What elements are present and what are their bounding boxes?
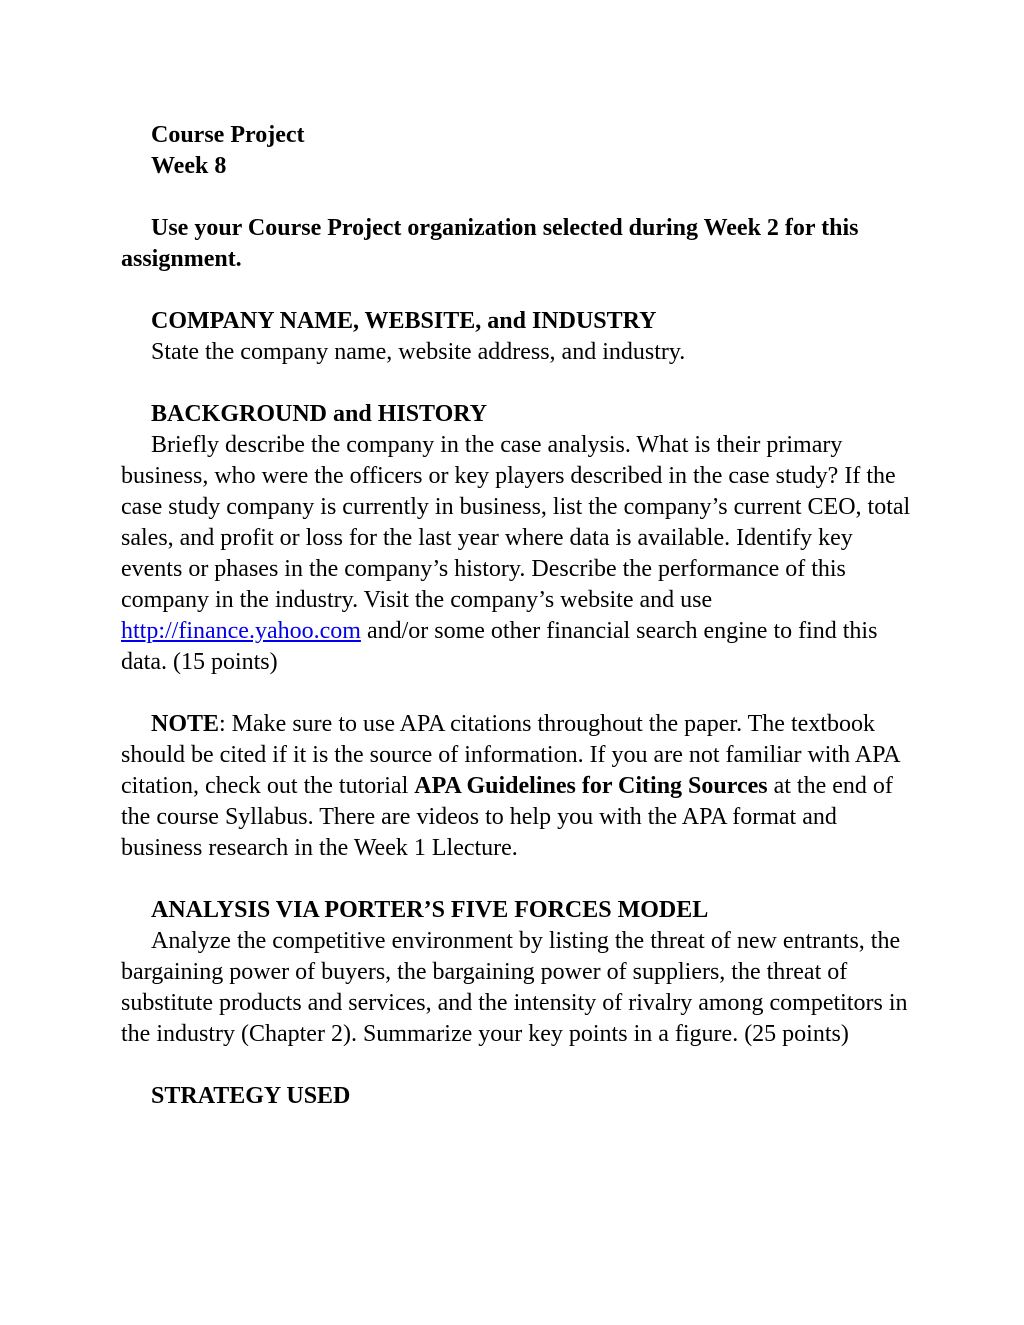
finance-yahoo-link[interactable]: http://finance.yahoo.com — [121, 618, 361, 644]
spacer — [121, 275, 911, 306]
note-text-part-1: : Make sure to use APA citations throughout the paper. The textbook should be cited if it is the source of information. If you are not familiar with APA citation, check out the tutorial — [121, 711, 900, 799]
porter-section-heading: ANALYSIS VIA PORTER’S FIVE FORCES MODEL — [151, 897, 709, 923]
company-section-heading: COMPANY NAME, WEBSITE, and INDUSTRY — [151, 308, 657, 334]
spacer — [121, 368, 911, 399]
apa-guidelines-title: APA Guidelines for Citing Sources — [414, 773, 768, 799]
background-text-before-link: Briefly describe the company in the case analysis. What is their primary business, who were the officers or key players described in the case study? If the case study company is currently in business, list the company’s current CEO, total sales, and profit or loss for the last year where data is available. Identify key events or phases in the company’s history. Describe the performance of this company in the industry. Visit the company’s website and use — [121, 432, 911, 613]
document-week: Week 8 — [151, 153, 227, 179]
spacer — [121, 864, 911, 895]
assignment-instruction: Use your Course Project organization selected during Week 2 for this assignment. — [121, 215, 859, 272]
spacer — [121, 182, 911, 213]
background-text-after-link: and/or some other financial search engine to find this data. (15 points) — [121, 618, 878, 675]
strategy-section-heading: STRATEGY USED — [151, 1083, 351, 1109]
note-text-part-2: at the end of the course Syllabus. There are videos to help you with the APA format and business research in the Week 1 Llecture. — [121, 773, 893, 861]
background-section-heading: BACKGROUND and HISTORY — [151, 401, 488, 427]
document-page — [121, 120, 911, 1112]
spacer — [121, 678, 911, 709]
porter-section-body: Analyze the competitive environment by listing the threat of new entrants, the bargaining power of buyers, the bargaining power of suppliers, the threat of substitute products and services, and the intensity of rivalry among competitors in the industry (Chapter 2). Summarize your key points in a figure. (25 points) — [121, 928, 908, 1047]
document-title: Course Project — [151, 122, 305, 148]
background-section-body — [121, 430, 911, 678]
company-section-body: State the company name, website address, and industry. — [151, 339, 686, 365]
note-paragraph — [121, 709, 911, 864]
spacer — [121, 1050, 911, 1081]
note-label: NOTE — [151, 711, 220, 737]
